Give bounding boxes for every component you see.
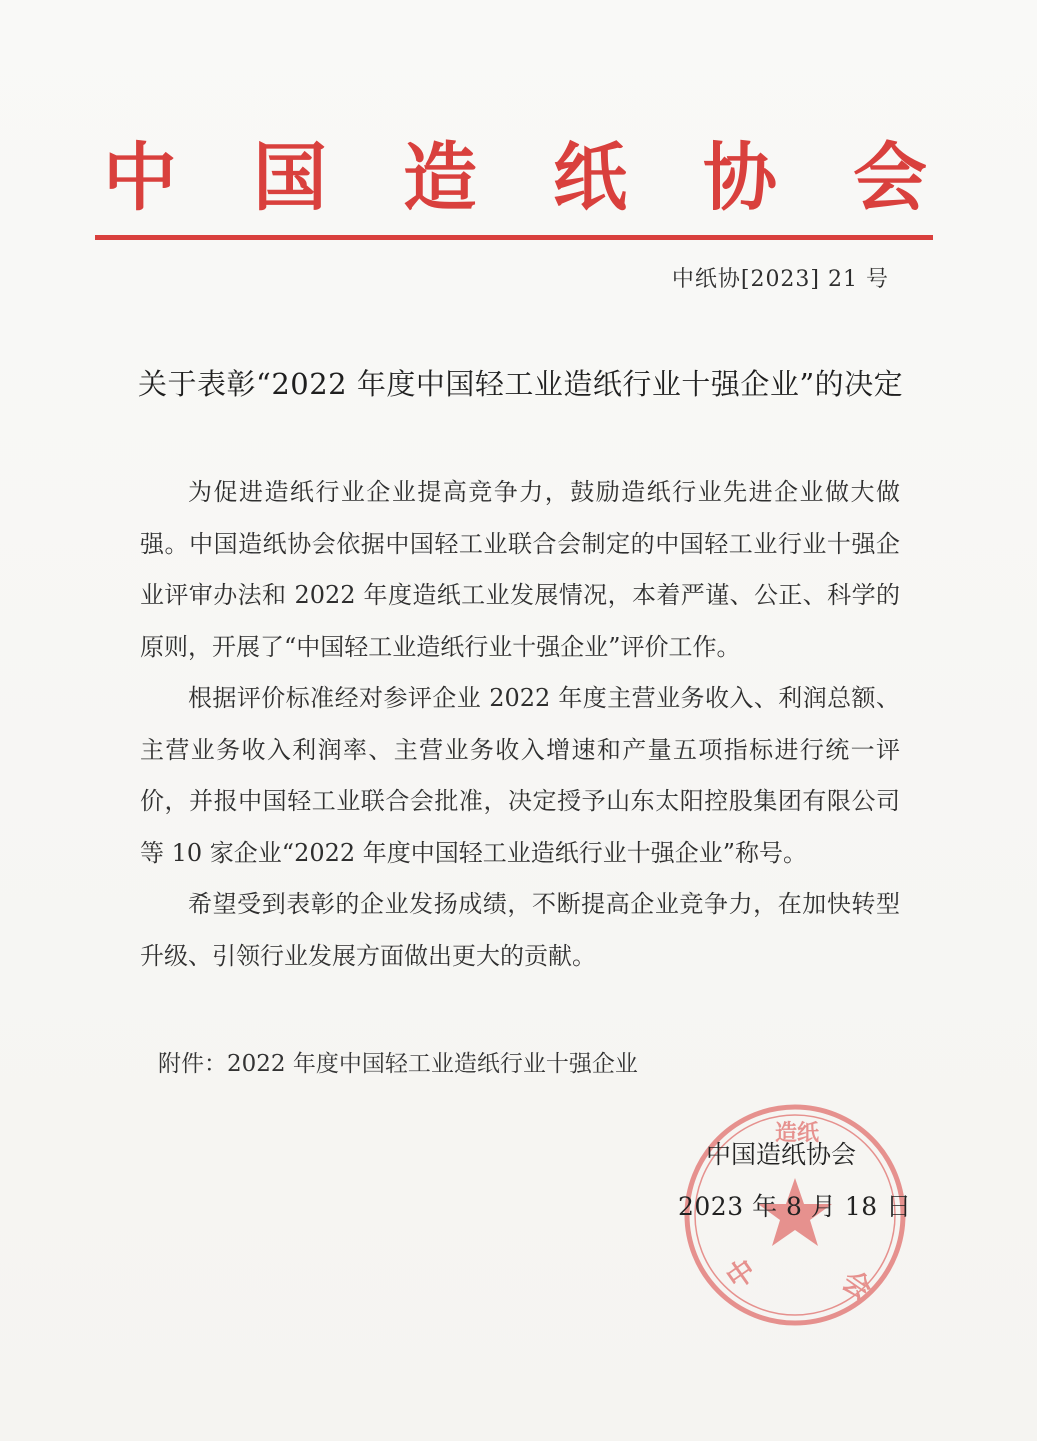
letterhead-char: 造 [403, 135, 477, 221]
document-number: 中纸协[2023] 21 号 [671, 267, 889, 292]
signature-org: 中国造纸协会 [706, 1140, 857, 1169]
attachment-note: 附件：2022 年度中国轻工业造纸行业十强企业 [158, 1051, 638, 1077]
letterhead-org-name [95, 128, 935, 228]
svg-text:中: 中 [720, 1252, 762, 1296]
signature-date: 2023 年 8 月 18 日 [678, 1192, 912, 1221]
document-title: 关于表彰“2022 年度中国轻工业造纸行业十强企业”的决定 [138, 367, 904, 401]
body-paragraph: 根据评价标准经对参评企业 2022 年度主营业务收入、利润总额、主营业务收入利润率、主营业务收入增速和产量五项指标进行统一评价，并报中国轻工业联合会批准，决定授予山东太阳控股集团有限公司等 10 家企业“2022 年度中国轻工业造纸行业十强企业”称号。 [140, 684, 900, 867]
letterhead-char: 会 [853, 135, 927, 221]
body-paragraph: 为促进造纸行业企业提高竞争力，鼓励造纸行业先进企业做大做强。中国造纸协会依据中国轻工业联合会制定的中国轻工业行业十强企业评审办法和 2022 年度造纸工业发展情况，本着严谨、公正、科学的原则，开展了“中国轻工业造纸行业十强企业”评价工作。 [140, 478, 900, 661]
letterhead-rule [95, 235, 933, 240]
letterhead-char: 中 [103, 135, 177, 221]
letterhead-char: 协 [703, 135, 777, 221]
document-body [140, 467, 900, 982]
body-paragraph: 希望受到表彰的企业发扬成绩，不断提高企业竞争力，在加快转型升级、引领行业发展方面做出更大的贡献。 [140, 890, 900, 970]
svg-text:会: 会 [835, 1263, 878, 1307]
svg-text:造纸: 造纸 [775, 1121, 820, 1146]
letterhead-char: 国 [253, 135, 327, 221]
letterhead-char: 纸 [553, 135, 627, 221]
